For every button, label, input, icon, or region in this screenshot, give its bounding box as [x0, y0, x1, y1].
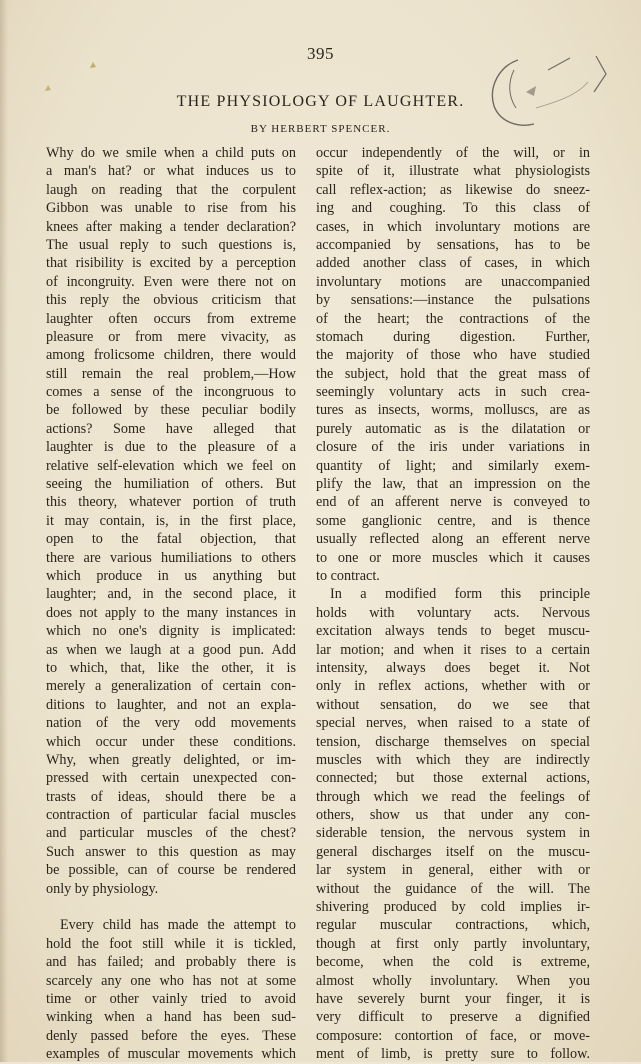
text-line: purely automatic as is the dilatation or: [316, 420, 590, 437]
text-line: without sensation, do we see that: [316, 696, 590, 713]
text-line: denly passed before the eyes. These: [46, 1027, 296, 1044]
text-line: cases, in which involuntary motions are: [316, 218, 590, 235]
text-line: laughter; and, in the second place, it: [46, 586, 296, 603]
text-line: general discharges itself on the muscu-: [316, 843, 590, 860]
text-line: ment of limb, is pretty sure to follow.: [316, 1046, 590, 1063]
text-line: laugh on reading that the corpulent: [46, 181, 296, 198]
text-line: very difficult to preserve a dignified: [316, 1009, 590, 1026]
text-line: trasts of ideas, should there be a: [46, 788, 296, 805]
text-line: it may contain, is, in the first place,: [46, 512, 296, 529]
text-line: does not apply to the many instances in: [46, 604, 296, 621]
text-line: nation of the very odd movements: [46, 715, 296, 732]
text-line: this theory, whatever portion of truth: [46, 494, 296, 511]
text-line: to contract.: [316, 567, 380, 584]
text-line: of the heart; the contractions of the: [316, 310, 590, 327]
left-text-column: [46, 144, 296, 1064]
text-line: siderable tension, the nervous system in: [316, 825, 590, 842]
text-line: be possible, can of course be rendered: [46, 862, 296, 879]
page-number: 395: [307, 44, 334, 63]
text-line: The usual reply to such questions is,: [46, 236, 296, 253]
text-line: accompanied by sensations, has to be: [316, 236, 590, 253]
text-line: Why do we smile when a child puts on: [46, 145, 296, 161]
text-line: tension, discharge themselves on special: [316, 733, 590, 750]
text-line: excitation always tends to beget muscu-: [316, 623, 590, 640]
text-line: plify the law, that an impression on the: [316, 476, 590, 493]
text-line: seeing the humiliation of others. But: [46, 476, 296, 493]
text-line: as when we laugh at a good pun. Add: [46, 641, 296, 658]
text-line: seemingly voluntary acts in such crea-: [316, 384, 590, 401]
text-line: merely a generalization of certain con-: [46, 678, 296, 695]
text-line: laughter is due to the pleasure of a: [46, 439, 296, 456]
text-line: which occur under these conditions.: [46, 733, 296, 750]
text-line: to which, that, like the other, it is: [46, 659, 296, 676]
text-line: intensity, always does beget it. Not: [316, 659, 590, 676]
text-line: become, when the cold is extreme,: [316, 954, 590, 971]
text-line: scarcely any one who has not at some: [46, 972, 296, 989]
text-line: the subject, hold that the great mass of: [316, 365, 590, 382]
text-line: some ganglionic centre, and is thence: [316, 512, 590, 529]
right-text-column: [316, 144, 590, 1064]
text-line: added another class of cases, in which: [316, 255, 590, 272]
text-line: usually reflected along an efferent nerve: [316, 531, 590, 548]
text-line: lar motion; and when it rises to a certain: [316, 641, 590, 658]
text-line: to one or more muscles which it causes: [316, 549, 590, 566]
text-line: connected; but those external actions,: [316, 770, 590, 787]
text-line: knees after making a tender declaration?: [46, 218, 296, 235]
text-line: occur independently of the will, or in: [316, 145, 590, 161]
text-line: lar system in general, either with or: [316, 862, 590, 879]
text-line: stomach during digestion. Further,: [316, 328, 590, 345]
text-line: and has failed; and probably there is: [46, 954, 296, 971]
text-line: laughter often occurs from extreme: [46, 310, 296, 327]
text-line: among frolicsome children, there would: [46, 347, 296, 364]
text-line: Every child has made the attempt to: [60, 917, 296, 934]
text-line: composure: contortion of face, or move-: [316, 1027, 590, 1044]
text-line: the majority of those who have studied: [316, 347, 590, 364]
text-line: examples of muscular movements which: [46, 1046, 296, 1063]
binding-shadow: [0, 0, 8, 1062]
text-line: through which we read the feelings of: [316, 788, 590, 805]
text-line: still remain the real problem,—How: [46, 365, 296, 382]
text-line: Such answer to this question as may: [46, 843, 296, 860]
text-line: be followed by these peculiar bodily: [46, 402, 296, 419]
text-line: ditions to laughter, and not an expla-: [46, 696, 296, 713]
text-line: a man's hat? or what induces us to: [46, 163, 296, 180]
text-line: time or other vainly tried to avoid: [46, 990, 296, 1007]
text-line: have severely burnt your finger, it is: [316, 990, 590, 1007]
text-line: winking when a hand has been sud-: [46, 1009, 296, 1026]
text-line: which no one's dignity is implicated:: [46, 623, 296, 640]
text-line: In a modified form this principle: [330, 586, 590, 603]
text-line: [46, 898, 296, 916]
text-line: by sensations:—instance the pulsations: [316, 292, 590, 309]
text-line: Gibbon was unable to rise from his: [46, 200, 296, 217]
text-line: closure of the iris under variations in: [316, 439, 590, 456]
text-line: relative self-elevation which we feel on: [46, 457, 296, 474]
text-line: though at first only partly involuntary,: [316, 935, 590, 952]
text-line: ing and coughing. To this class of: [316, 200, 590, 217]
text-line: involuntary motions are unaccompanied: [316, 273, 590, 290]
text-line: end of an afferent nerve is conveyed to: [316, 494, 590, 511]
text-line: regular muscular contractions, which,: [316, 917, 590, 934]
text-line: spite of it, illustrate what physiologists: [316, 163, 590, 180]
text-line: contraction of particular facial muscles: [46, 807, 296, 824]
text-line: there are various humiliations to others: [46, 549, 296, 566]
text-line: which produce in us anything but: [46, 567, 296, 584]
page-title: THE PHYSIOLOGY OF LAUGHTER.: [176, 93, 465, 110]
text-line: this reply the obvious criticism that: [46, 292, 296, 309]
text-line: Why, when greatly delighted, or im-: [46, 751, 296, 768]
text-line: and particular muscles of the chest?: [46, 825, 296, 842]
author-byline: BY HERBERT SPENCER.: [250, 123, 391, 135]
text-line: pleasure or from mere vivacity, as: [46, 328, 296, 345]
ink-blemish-icon: [44, 84, 52, 92]
text-line: only by physiology.: [46, 880, 159, 897]
text-line: others, show us that under any con-: [316, 807, 590, 824]
text-line: without the guidance of the will. The: [316, 880, 590, 897]
text-line: only in reflex actions, whether with or: [316, 678, 590, 695]
text-line: hold the foot still while it is tickled,: [46, 935, 296, 952]
text-line: muscles with which they are indirectly: [316, 751, 590, 768]
text-line: call reflex-action; as likewise do sneez-: [316, 181, 590, 198]
text-line: almost wholly involuntary. When you: [316, 972, 590, 989]
text-line: actions? Some have alleged that: [46, 420, 296, 437]
text-line: special nerves, when raised to a state of: [316, 715, 590, 732]
library-stamp-icon: [478, 52, 610, 130]
text-line: of incongruity. Even were there not on: [46, 273, 296, 290]
text-line: that risibility is excited by a perception: [46, 255, 296, 272]
text-line: quantity of light; and similarly exem-: [316, 457, 590, 474]
text-line: tures as insects, worms, molluscs, are as: [316, 402, 590, 419]
text-line: holds with voluntary acts. Nervous: [316, 604, 590, 621]
text-line: open to the fatal objection, that: [46, 531, 296, 548]
text-line: shivering produced by cold implies ir-: [316, 899, 590, 916]
text-line: pressed with certain unexpected con-: [46, 770, 296, 787]
text-line: comes a sense of the incongruous to: [46, 384, 296, 401]
